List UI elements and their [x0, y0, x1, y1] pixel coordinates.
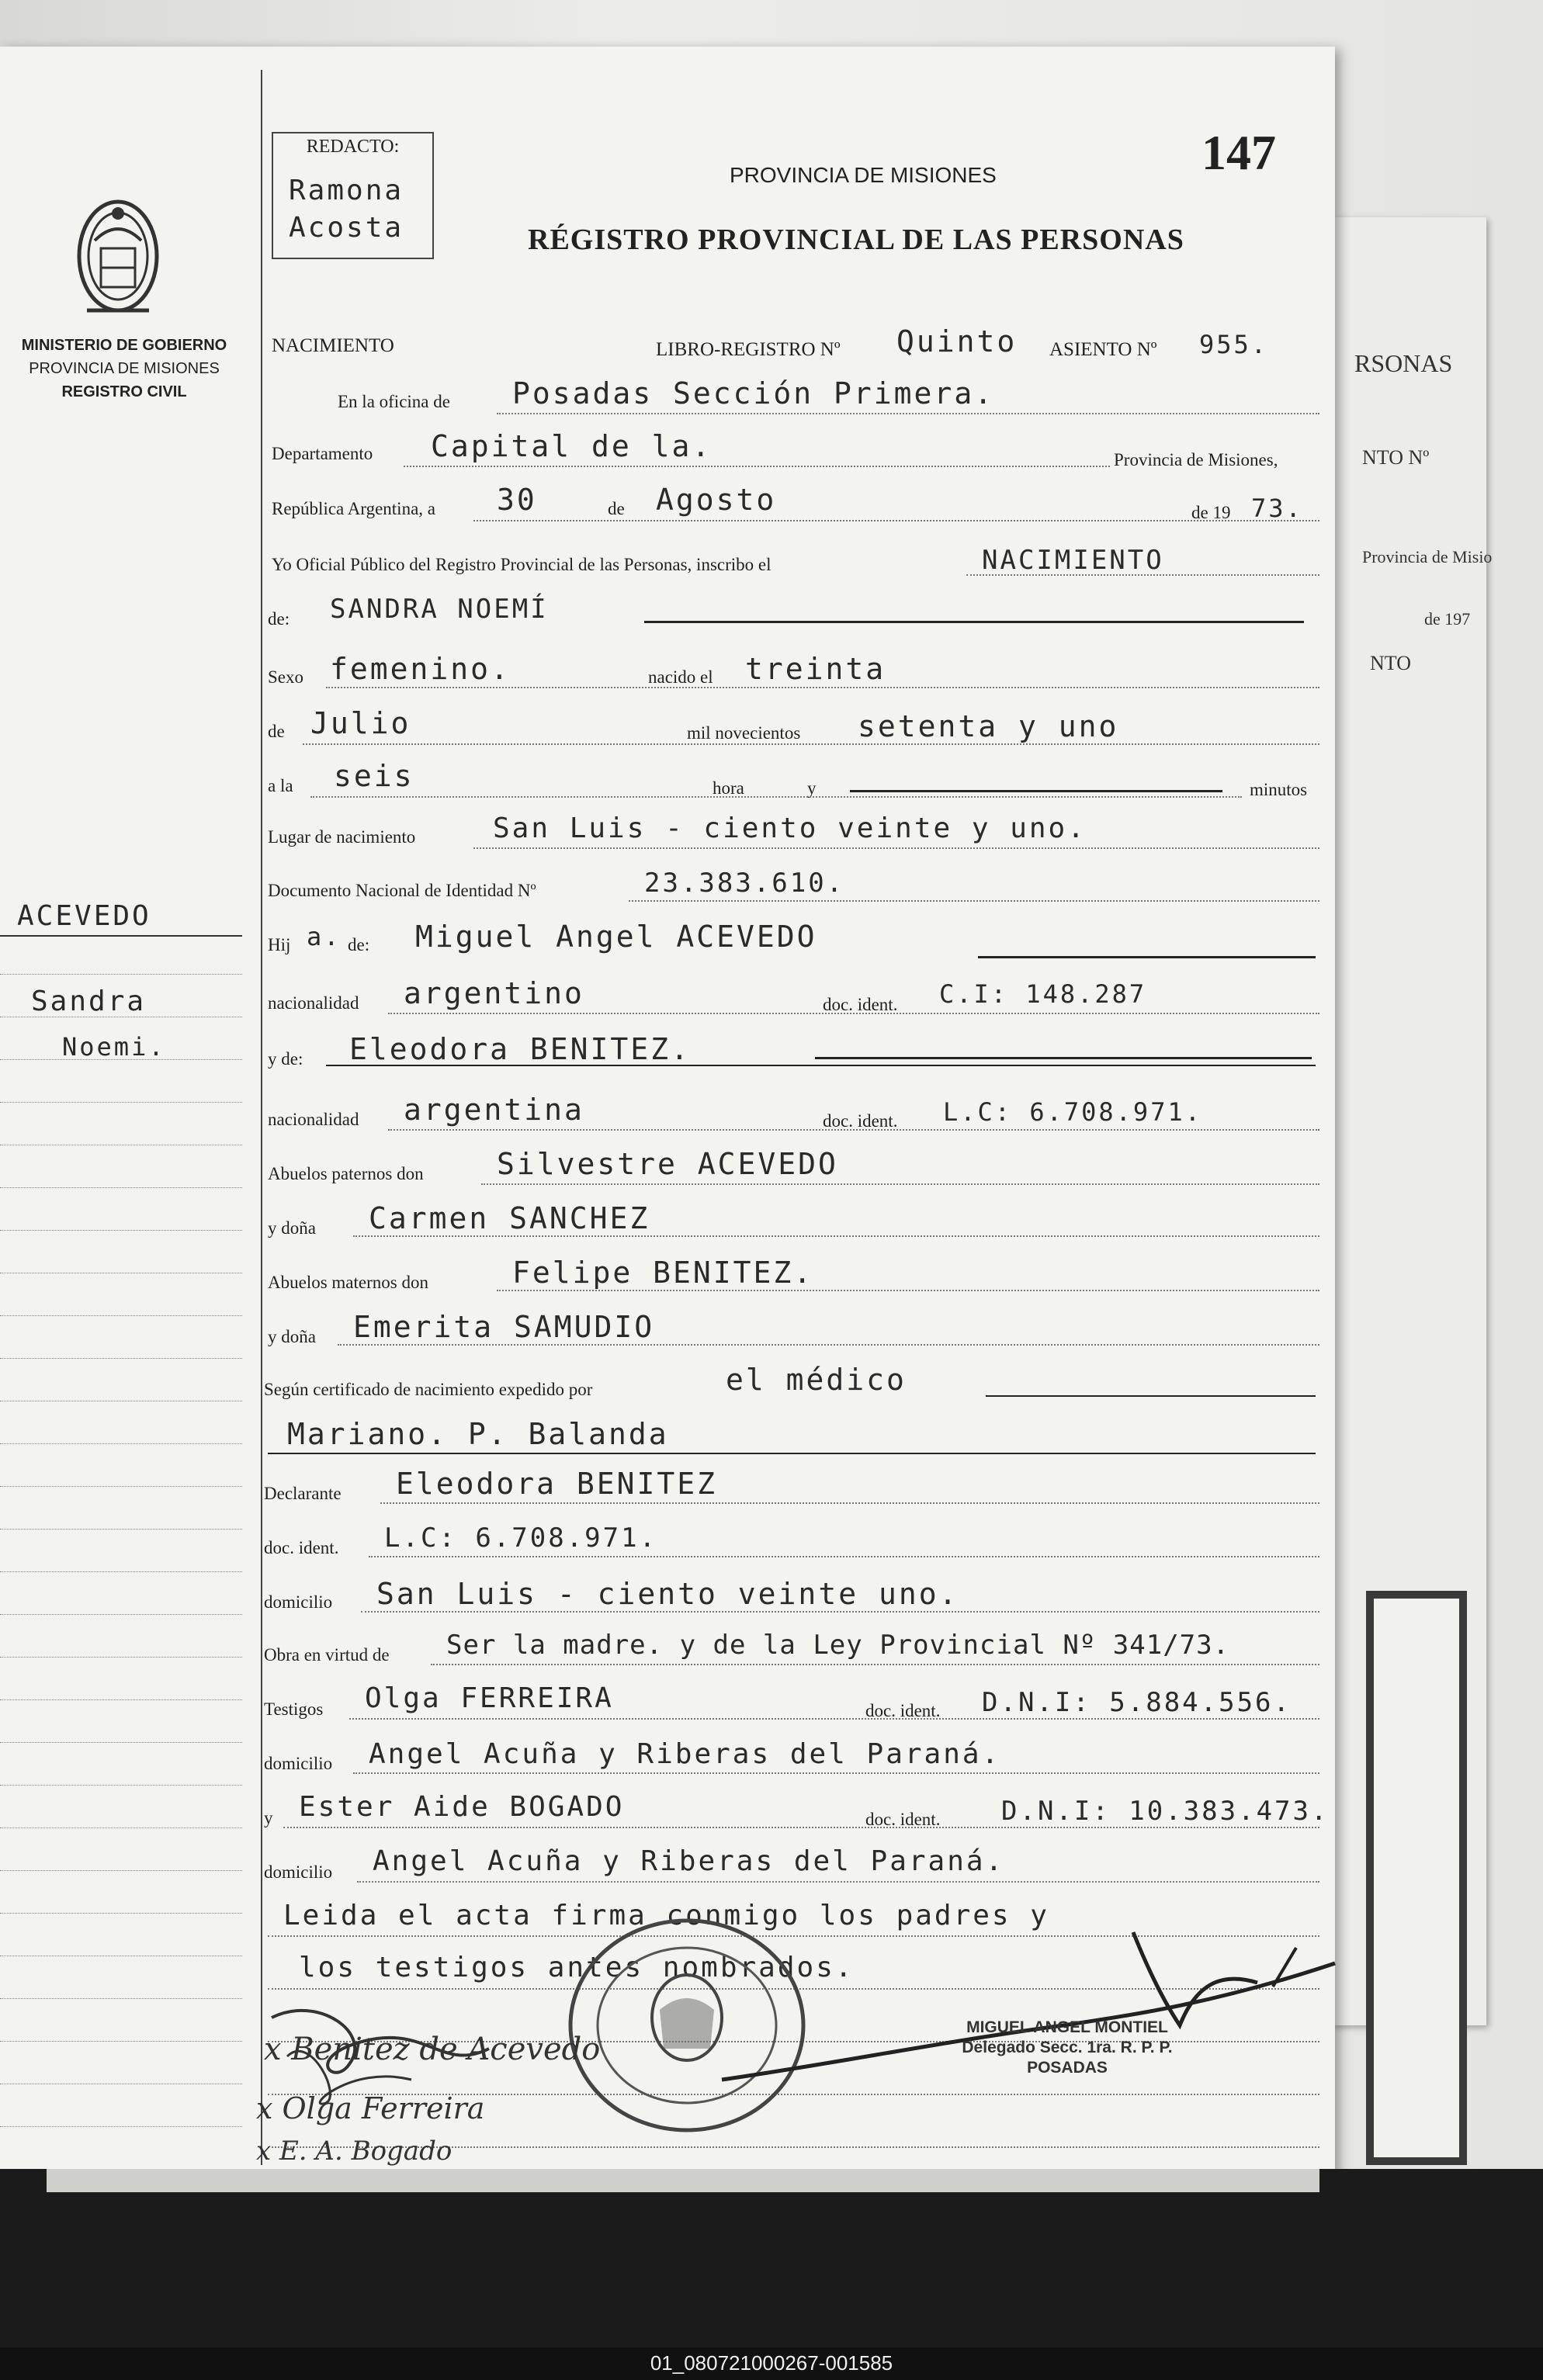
certificado-label: Según certificado de nacimiento expedido por: [264, 1380, 593, 1399]
underlying-text: NTO: [1370, 652, 1411, 674]
de-label: de: [268, 722, 285, 741]
margin-given-name: Noemi.: [62, 1032, 166, 1062]
margin-surname: ACEVEDO: [17, 900, 151, 932]
lugar-value: San Luis - ciento veinte y uno.: [493, 812, 1087, 844]
anio-nac-value: setenta y uno: [858, 709, 1119, 743]
image-caption: 01_080721000267-001585: [650, 2351, 893, 2375]
ala-label: a la: [268, 776, 293, 795]
doc-label: doc. ident.: [865, 1701, 941, 1720]
departamento-value: Capital de la.: [431, 429, 713, 463]
margin-rule: [0, 1614, 242, 1615]
abuelos-maternos-label: Abuelos maternos don: [268, 1273, 428, 1292]
abuela-paterna-value: Carmen SANCHEZ: [369, 1201, 650, 1235]
redacto-name-line: Acosta: [289, 212, 404, 244]
strike-line: [815, 1057, 1312, 1059]
redacto-label: REDACTO:: [306, 137, 400, 157]
hora-value: seis: [334, 759, 414, 793]
strike-line: [850, 790, 1222, 792]
fill-line: [388, 1129, 1319, 1131]
lugar-label: Lugar de nacimiento: [268, 827, 416, 847]
margin-rule: [0, 1529, 242, 1530]
margin-rule: [0, 1785, 242, 1786]
declarante-domicilio-value: San Luis - ciento veinte uno.: [376, 1577, 959, 1611]
fill-line: [380, 1502, 1319, 1504]
underlying-text: NTO Nº: [1362, 446, 1430, 469]
yde-label: y de:: [268, 1049, 303, 1069]
y-label: y: [807, 778, 817, 798]
margin-divider: [261, 70, 262, 2165]
fill-line: [310, 796, 1242, 798]
margin-rule: [0, 1230, 242, 1231]
abuelos-paternos-label: Abuelos paternos don: [268, 1164, 424, 1183]
nacionalidad-label: nacionalidad: [268, 993, 359, 1013]
medico-value: Mariano. P. Balanda: [287, 1417, 669, 1451]
oficina-label: En la oficina de: [338, 392, 450, 411]
fill-line: [966, 574, 1319, 576]
ministry-name: MINISTERIO DE GOBIERNO: [21, 337, 227, 354]
certificado-value: el médico: [726, 1363, 907, 1397]
signature-witness-2: x E. A. Bogado: [256, 2136, 452, 2167]
fill-line: [303, 743, 1319, 745]
doc-label: doc. ident.: [264, 1538, 339, 1557]
nacido-value: treinta: [745, 652, 886, 686]
margin-rule: [0, 1443, 242, 1444]
fill-line: [431, 1664, 1319, 1665]
de-year-label: de 19: [1191, 503, 1231, 522]
act-type-label: NACIMIENTO: [272, 335, 394, 356]
obra-value: Ser la madre. y de la Ley Provincial Nº 341/73.: [446, 1630, 1230, 1661]
fill-line: [353, 1772, 1319, 1774]
fill-line: [473, 847, 1319, 849]
mes-nac-value: Julio: [310, 706, 411, 740]
page-stack-edge: [47, 2169, 1319, 2192]
dona-label: y doña: [268, 1218, 316, 1238]
margin-rule: [0, 1358, 242, 1359]
underline: [326, 1065, 1316, 1066]
underlying-text: de 197: [1424, 609, 1471, 629]
redacto-name-line: Ramona: [289, 175, 404, 206]
y-label: y: [264, 1808, 273, 1827]
mil-label: mil novecientos: [687, 723, 801, 743]
dona-label: y doña: [268, 1327, 316, 1346]
padre-nacionalidad-value: argentino: [404, 976, 584, 1010]
testigos-label: Testigos: [264, 1699, 324, 1719]
domicilio-label: domicilio: [264, 1862, 333, 1882]
redacto-name: [289, 172, 404, 247]
republica-label: República Argentina, a: [272, 499, 435, 518]
margin-rule: [0, 935, 242, 937]
margin-rule: [0, 2041, 242, 2042]
hij-suffix: a.: [307, 922, 342, 951]
signature-mother: x Benitez de Acevedo: [264, 2032, 601, 2067]
redacto-box: [272, 132, 434, 259]
dni-label: Documento Nacional de Identidad Nº: [268, 881, 536, 900]
margin-rule: [0, 1913, 242, 1914]
ministry-registry: REGISTRO CIVIL: [61, 383, 187, 400]
margin-rule: [0, 1187, 242, 1188]
fill-line: [404, 466, 1110, 467]
declarante-doc-value: L.C: 6.708.971.: [384, 1523, 658, 1554]
margin-rule: [0, 2126, 242, 2127]
child-name-value: SANDRA NOEMÍ: [330, 594, 549, 625]
declarante-label: Declarante: [264, 1484, 342, 1503]
underline: [268, 1453, 1316, 1454]
margin-rule: [0, 1870, 242, 1871]
margin-rule: [0, 1742, 242, 1743]
asiento-label: ASIENTO Nº: [1049, 339, 1157, 360]
minutos-label: minutos: [1250, 780, 1308, 799]
coat-of-arms-icon: [71, 186, 165, 318]
strike-line: [986, 1395, 1316, 1397]
hij-label: Hij: [268, 935, 291, 954]
fill-line: [473, 520, 1319, 521]
abuela-materna-value: Emerita SAMUDIO: [353, 1310, 655, 1344]
madre-doc-value: L.C: 6.708.971.: [943, 1097, 1202, 1127]
folio-number: 147: [1201, 125, 1276, 180]
province-title: PROVINCIA DE MISIONES: [730, 163, 997, 187]
fill-line: [283, 1827, 1319, 1828]
asiento-value: 955.: [1199, 330, 1269, 359]
official-title: Delegado Secc. 1ra. R. P. P.: [962, 2039, 1173, 2056]
oficina-value: Posadas Sección Primera.: [512, 376, 995, 411]
fill-line: [481, 1183, 1319, 1185]
official-name: MIGUEL ANGEL MONTIEL: [966, 2018, 1168, 2036]
sexo-label: Sexo: [268, 667, 303, 687]
testigo1-domicilio-value: Angel Acuña y Riberas del Paraná.: [369, 1738, 1001, 1770]
strike-line: [644, 621, 1304, 623]
margin-rule: [0, 1315, 242, 1316]
registry-title: RÉGISTRO PROVINCIAL DE LAS PERSONAS: [528, 223, 1184, 256]
official-city: POSADAS: [1027, 2059, 1108, 2077]
nacido-label: nacido el: [648, 667, 713, 687]
year-value: 73.: [1251, 494, 1303, 523]
inscribo-label: Yo Oficial Público del Registro Provincial de las Personas, inscribo el: [272, 555, 772, 574]
book-bottom-shadow: [0, 2169, 1543, 2347]
margin-rule: [0, 1998, 242, 1999]
margin-rule: [0, 1827, 242, 1828]
dia-value: 30: [497, 483, 537, 517]
testigo2-doc-value: D.N.I: 10.383.473.: [1001, 1796, 1330, 1827]
hora-label: hora: [713, 778, 744, 798]
abuelo-materno-value: Felipe BENITEZ.: [512, 1256, 814, 1290]
sexo-value: femenino.: [330, 652, 511, 686]
departamento-label: Departamento: [272, 444, 373, 463]
testigo1-value: Olga FERREIRA: [365, 1682, 614, 1714]
mes-value: Agosto: [656, 483, 777, 517]
fill-line: [497, 413, 1319, 414]
libro-label: LIBRO-REGISTRO Nº: [656, 339, 841, 360]
testigo2-domicilio-value: Angel Acuña y Riberas del Paraná.: [373, 1845, 1005, 1877]
nacionalidad-label: nacionalidad: [268, 1110, 359, 1129]
margin-rule: [0, 1699, 242, 1700]
dni-value: 23.383.610.: [644, 868, 845, 899]
fill-line: [361, 1611, 1319, 1613]
closing-text: los testigos antes nombrados.: [299, 1952, 855, 1983]
obra-label: Obra en virtud de: [264, 1645, 390, 1665]
underlying-text: RSONAS: [1354, 349, 1453, 377]
underlying-text: Provincia de Misio: [1362, 547, 1493, 566]
doc-label: doc. ident.: [823, 1111, 898, 1131]
domicilio-label: domicilio: [264, 1754, 333, 1773]
de-label: de: [608, 499, 625, 518]
fill-line: [326, 687, 1319, 688]
strike-line: [978, 956, 1316, 958]
doc-label: doc. ident.: [823, 995, 898, 1014]
book-edge-inner: [1374, 1599, 1459, 2157]
fill-line: [629, 900, 1319, 902]
libro-value: Quinto: [896, 324, 1018, 359]
padre-value: Miguel Angel ACEVEDO: [415, 920, 817, 954]
fill-line: [353, 1235, 1319, 1237]
ministry-header: [0, 334, 248, 404]
madre-nacionalidad-value: argentina: [404, 1093, 584, 1127]
doc-label: doc. ident.: [865, 1810, 941, 1829]
testigo2-value: Ester Aide BOGADO: [299, 1791, 625, 1823]
domicilio-label: domicilio: [264, 1592, 333, 1612]
official-stamp-text: [920, 2018, 1215, 2078]
madre-value: Eleodora BENITEZ.: [349, 1032, 691, 1066]
hij-de-label: de:: [348, 935, 370, 954]
margin-rule: [0, 974, 242, 975]
nombre-label: de:: [268, 609, 290, 629]
fill-line: [388, 1013, 1319, 1014]
inscribo-value: NACIMIENTO: [982, 545, 1164, 576]
fill-line: [349, 1718, 1319, 1720]
margin-rule: [0, 1102, 242, 1103]
ministry-province: PROVINCIA DE MISIONES: [29, 360, 220, 377]
declarante-value: Eleodora BENITEZ: [396, 1467, 718, 1501]
margin-rule: [0, 1486, 242, 1487]
testigo1-doc-value: D.N.I: 5.884.556.: [982, 1687, 1292, 1718]
margin-given-name: Sandra: [31, 986, 147, 1017]
fill-line: [497, 1290, 1319, 1291]
fill-line: [369, 1556, 1319, 1557]
margin-rule: [0, 1571, 242, 1572]
closing-text: Leida el acta firma conmigo los padres y: [283, 1900, 1049, 1931]
padre-doc-value: C.I: 148.287: [939, 979, 1147, 1009]
provincia-suffix: Provincia de Misiones,: [1114, 450, 1278, 469]
abuelo-paterno-value: Silvestre ACEVEDO: [497, 1147, 838, 1181]
fill-line: [338, 1344, 1319, 1346]
margin-rule: [0, 1657, 242, 1658]
signature-witness-1: x Olga Ferreira: [256, 2091, 485, 2125]
